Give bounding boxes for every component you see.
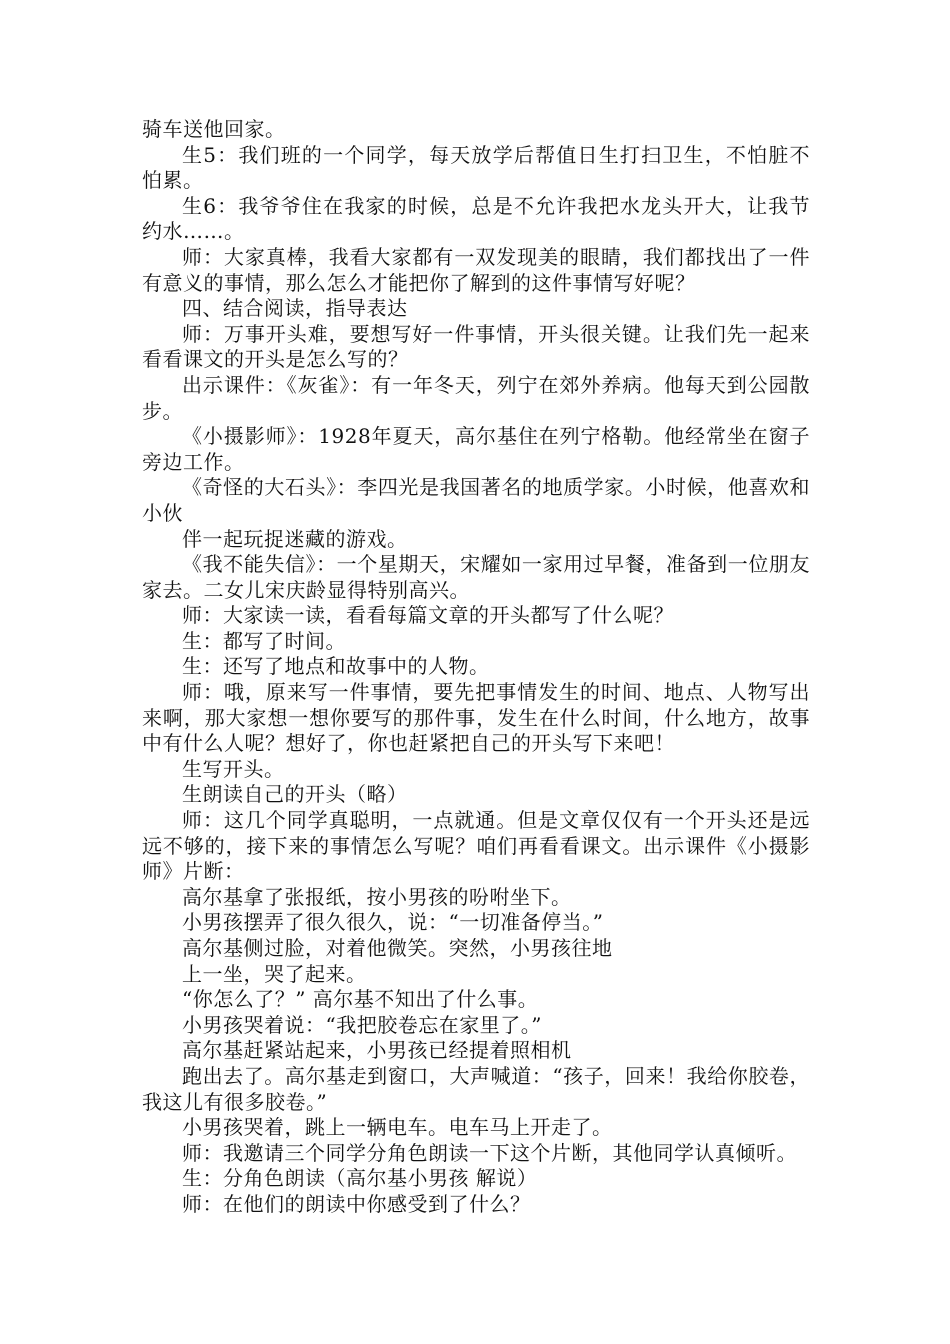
paragraph: 高尔基侧过脸，对着他微笑。突然，小男孩往地 [182, 936, 613, 960]
paragraph: 《小摄影师》：1928年夏天，高尔基住在列宁格勒。他经常坐在窗子旁边工作。 [142, 424, 810, 474]
paragraph: 伴一起玩捉迷藏的游戏。 [182, 526, 408, 551]
paragraph: “你怎么了？” 高尔基不知出了什么事。 [182, 987, 539, 1012]
paragraph: 小男孩哭着，跳上一辆电车。电车马上开走了。 [182, 1115, 613, 1140]
paragraph: 师：大家真棒，我看大家都有一双发现美的眼睛，我们都找出了一件有意义的事情，那么怎么才能把你了解到的这件事情写好呢？ [142, 244, 810, 295]
paragraph: 跑出去了。高尔基走到窗口，大声喊道：“孩子，回来！我给你胶卷，我这儿有很多胶卷。” [142, 1063, 810, 1114]
paragraph: 师：万事开头难，要想写好一件事情，开头很关键。让我们先一起来看看课文的开头是怎么写的？ [142, 321, 810, 372]
paragraph: 小男孩哭着说：“我把胶卷忘在家里了。” [182, 1012, 542, 1037]
paragraph: 《奇怪的大石头》：李四光是我国著名的地质学家。小时候，他喜欢和小伙 [142, 475, 810, 525]
paragraph: 生朗读自己的开头（略） [182, 782, 408, 807]
paragraph: 四、结合阅读，指导表达 [182, 296, 408, 321]
paragraph: 师：大家读一读，看看每篇文章的开头都写了什么呢？ [182, 603, 674, 628]
paragraph: 师：我邀请三个同学分角色朗读一下这个片断，其他同学认真倾听。 [182, 1140, 797, 1165]
paragraph: 高尔基拿了张报纸，按小男孩的吩咐坐下。 [182, 884, 572, 909]
paragraph: 上一坐，哭了起来。 [182, 961, 367, 986]
paragraph: 生：都写了时间。 [182, 628, 346, 653]
paragraph: 生写开头。 [182, 756, 285, 781]
paragraph: 《我不能失信》：一个星期天，宋耀如一家用过早餐，准备到一位朋友家去。二女儿宋庆龄显得特别高兴。 [142, 552, 810, 602]
paragraph: 生5：我们班的一个同学，每天放学后帮值日生打扫卫生，不怕脏不怕累。 [142, 142, 810, 193]
paragraph: 生：分角色朗读（高尔基小男孩 解说） [182, 1166, 538, 1191]
paragraph: 师：哦，原来写一件事情，要先把事情发生的时间、地点、人物写出来啊，那大家想一想你要写的那件事，发生在什么时间，什么地方，故事中有什么人呢？想好了，你也赶紧把自己的开头写下来吧！ [142, 680, 810, 756]
paragraph: 师：这几个同学真聪明，一点就通。但是文章仅仅有一个开头还是远远不够的，接下来的事情怎么写呢？咱们再看看课文。出示课件《小摄影师》片断： [142, 808, 810, 884]
paragraph: 师：在他们的朗读中你感受到了什么？ [182, 1191, 531, 1216]
paragraph: 小男孩摆弄了很久很久，说：“一切准备停当。” [182, 910, 604, 935]
document-body [142, 117, 810, 1218]
paragraph: 生：还写了地点和故事中的人物。 [182, 654, 490, 679]
paragraph: 骑车送他回家。 [142, 117, 286, 141]
paragraph: 高尔基赶紧站起来，小男孩已经提着照相机 [182, 1038, 572, 1063]
paragraph: 出示课件：《灰雀》：有一年冬天，列宁在郊外养病。他每天到公园散步。 [142, 372, 810, 423]
paragraph: 生6：我爷爷住在我家的时候，总是不允许我把水龙头开大，让我节约水……。 [142, 193, 810, 244]
